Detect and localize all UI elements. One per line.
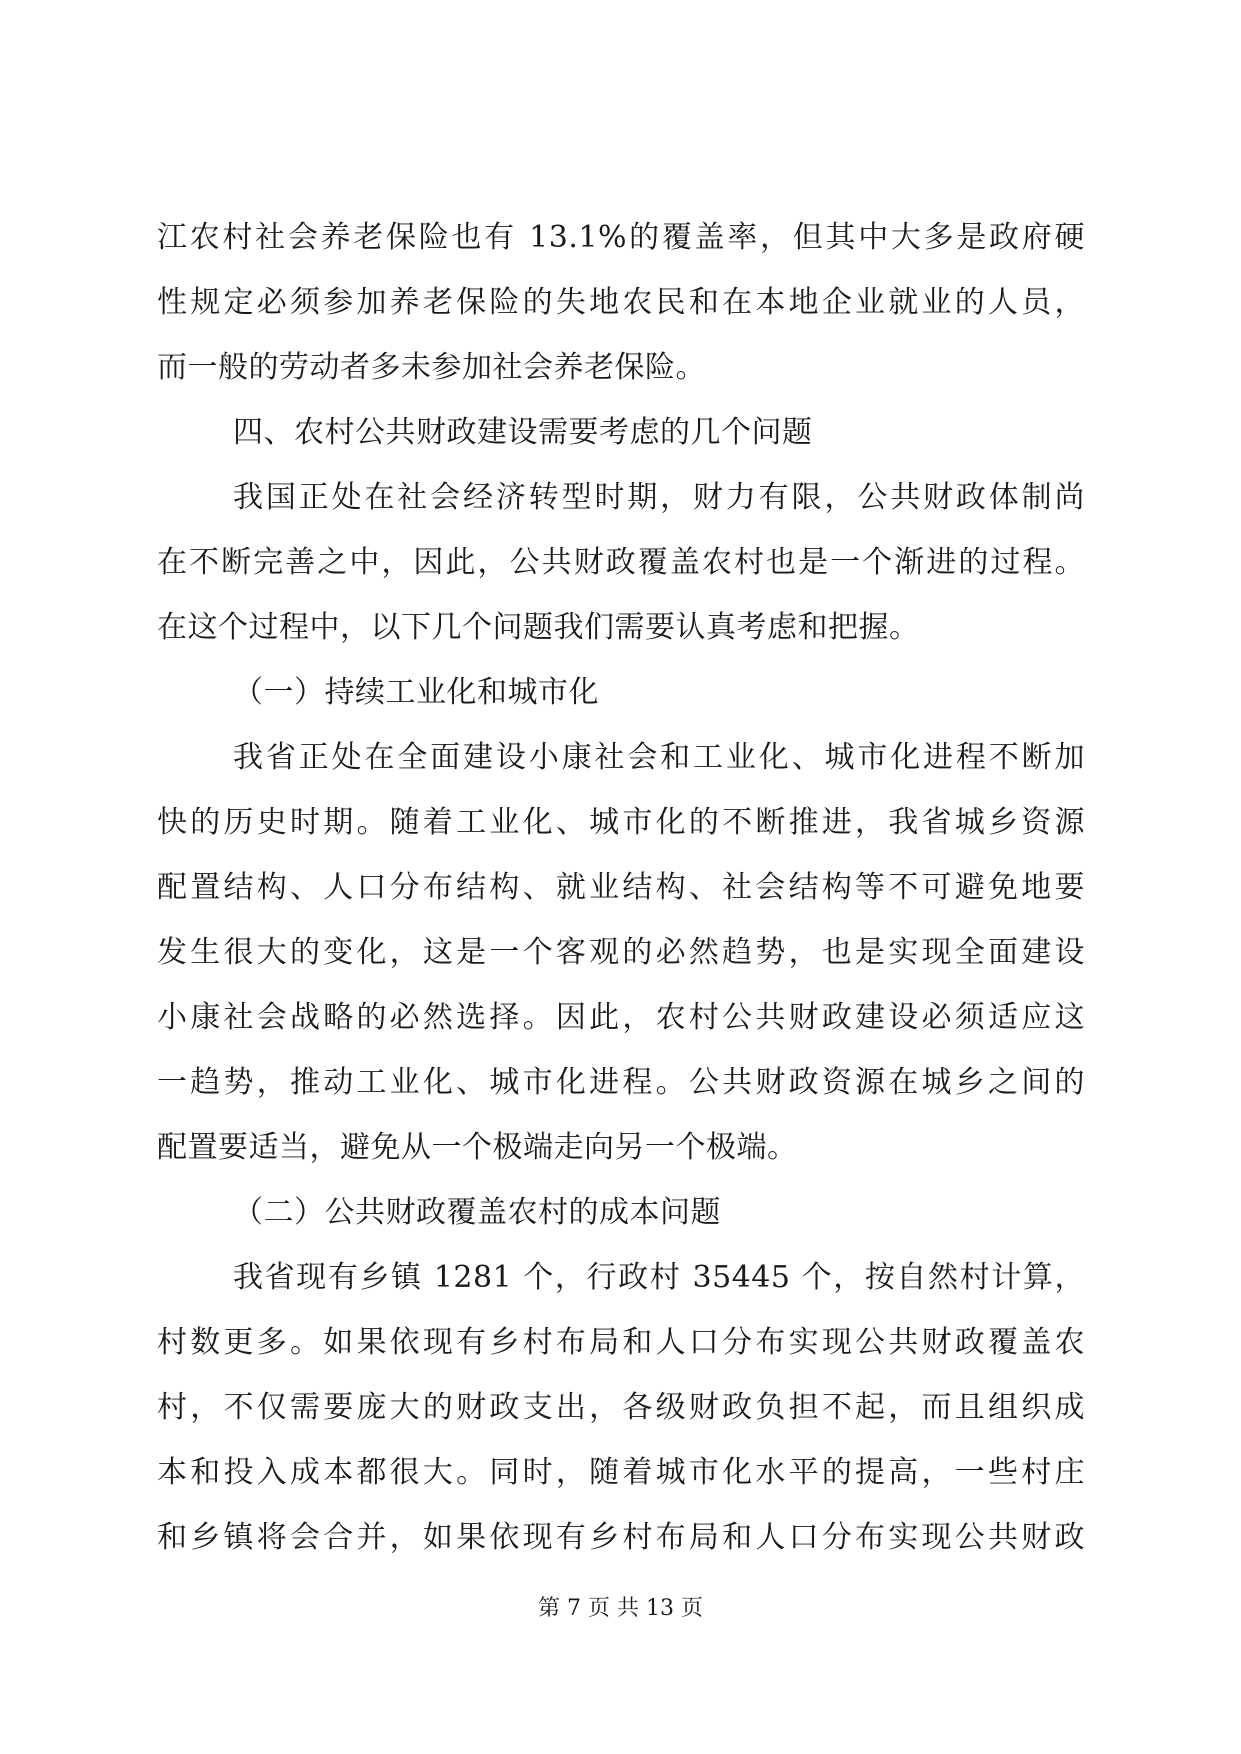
paragraph — [157, 465, 1085, 660]
text-line: 配置要适当，避免从一个极端走向另一个极端。 — [157, 1130, 798, 1165]
text-line: 性规定必须参加养老保险的失地农民和在本地企业就业的人员， — [157, 285, 1085, 320]
text-line: 本和投入成本都很大。同时，随着城市化水平的提高，一些村庄 — [157, 1455, 1085, 1490]
text-line: 而一般的劳动者多未参加社会养老保险。 — [157, 350, 706, 385]
paragraph — [157, 725, 1085, 1180]
text-line: 村数更多。如果依现有乡村布局和人口分布实现公共财政覆盖农 — [157, 1325, 1085, 1360]
text-line: 我省现有乡镇 1281 个，行政村 35445 个，按自然村计算， — [233, 1260, 1085, 1295]
text-line: 小康社会战略的必然选择。因此，农村公共财政建设必须适应这 — [157, 1000, 1085, 1035]
text-line: 配置结构、人口分布结构、就业结构、社会结构等不可避免地要 — [157, 870, 1085, 905]
heading-text: 四、农村公共财政建设需要考虑的几个问题 — [233, 415, 813, 450]
section-heading — [157, 400, 1085, 465]
text-line: 我省正处在全面建设小康社会和工业化、城市化进程不断加 — [233, 740, 1085, 775]
text-line: 一趋势，推动工业化、城市化进程。公共财政资源在城乡之间的 — [157, 1065, 1085, 1100]
text-line: 村，不仅需要庞大的财政支出，各级财政负担不起，而且组织成 — [157, 1390, 1085, 1425]
page-number-footer: 第 7 页 共 13 页 — [538, 1596, 703, 1621]
subsection-heading — [157, 660, 1085, 725]
text-line: 我国正处在社会经济转型时期，财力有限，公共财政体制尚 — [233, 480, 1085, 515]
text-line: 快的历史时期。随着工业化、城市化的不断推进，我省城乡资源 — [157, 805, 1085, 840]
text-line: 在这个过程中，以下几个问题我们需要认真考虑和把握。 — [157, 610, 920, 645]
text-line: 在不断完善之中，因此，公共财政覆盖农村也是一个渐进的过程。 — [157, 545, 1085, 580]
subsection-heading — [157, 1180, 1085, 1245]
text-line: 发生很大的变化，这是一个客观的必然趋势，也是实现全面建设 — [157, 935, 1085, 970]
paragraph-continued — [157, 205, 1085, 400]
subheading-text: （二）公共财政覆盖农村的成本问题 — [233, 1195, 721, 1230]
subheading-text: （一）持续工业化和城市化 — [233, 675, 599, 710]
document-body — [157, 205, 1085, 1570]
text-line: 和乡镇将会合并，如果依现有乡村布局和人口分布实现公共财政 — [157, 1520, 1085, 1555]
text-line: 江农村社会养老保险也有 13.1%的覆盖率，但其中大多是政府硬 — [157, 220, 1085, 255]
paragraph — [157, 1245, 1085, 1570]
